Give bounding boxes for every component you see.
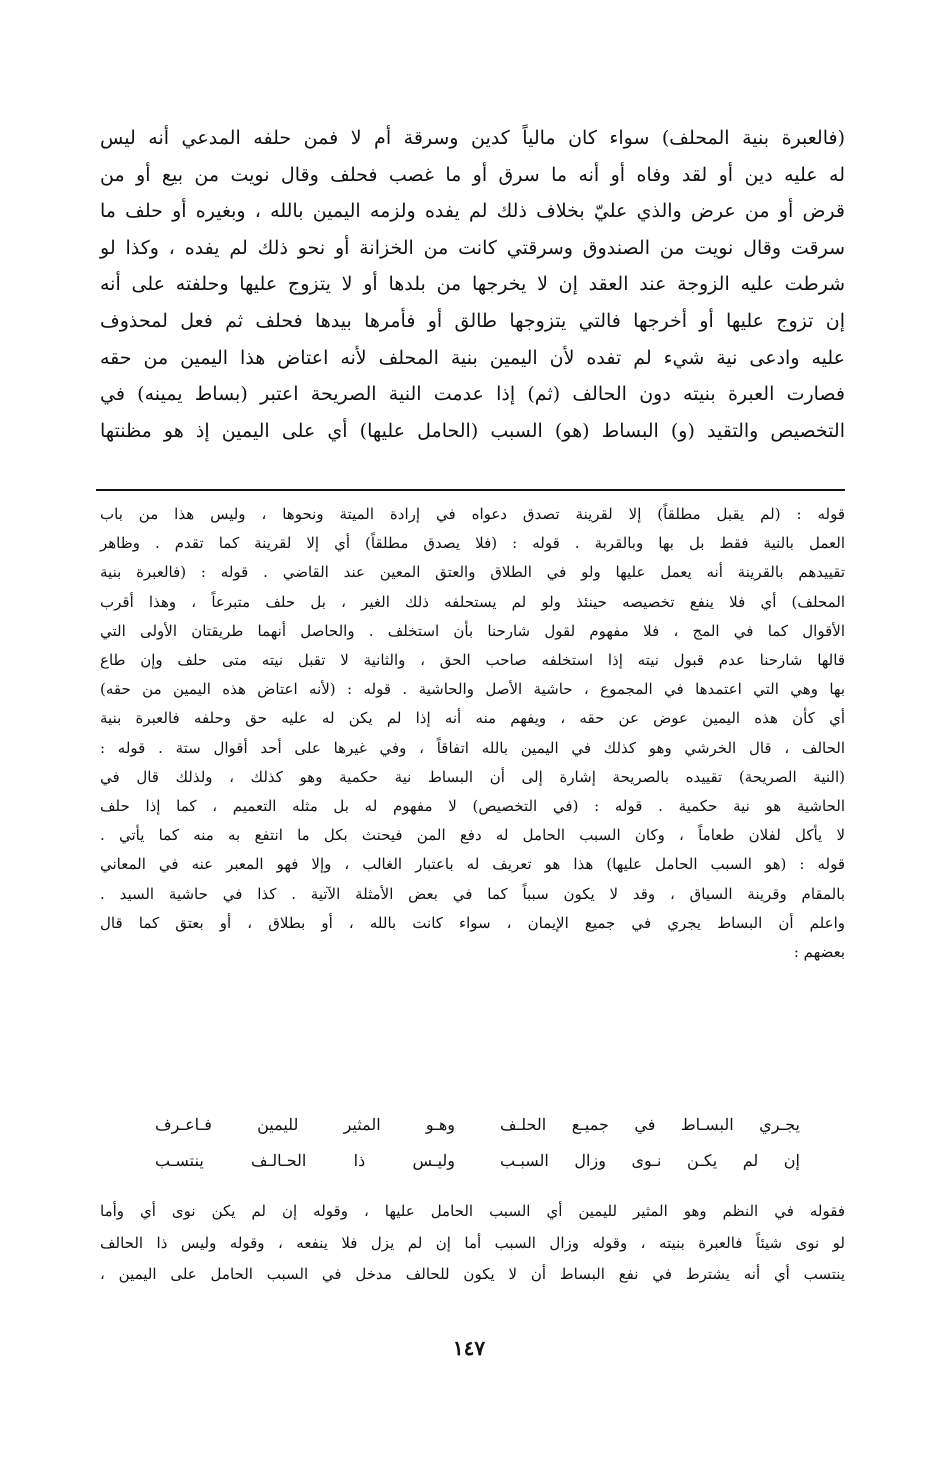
commentary-line: قوله : (لم يقبل مطلقاً) إلا لقرينة تصدق دعواه في إرادة الميتة ونحوها ، وليس هذا من باب [100,505,845,523]
commentary-line: واعلم أن البساط يجري في جميع الإيمان ، سواء كانت بالله ، أو بطلاق ، أو بعتق كما قال [100,913,845,932]
commentary-line: بالمقام وقرينة السياق ، وقد لا يكون سبباً كما في بعض الأمثلة الآتية . كذا في حاشية السيد . [100,884,845,903]
commentary-line: الحالف ، قال الخرشي وهو كذلك في اليمين بالله اتفاقاً ، وفي غيرها على أحد أقوال ستة . قوله : [100,738,845,757]
commentary-line: بعضهم : [793,943,845,962]
main-line: فصارت العبرة بنيته دون الحالف (ثم) إذا عدمت النية الصريحة اعتبر (بساط يمينه) في [100,383,845,406]
post-poem-line: فقوله في النظم وهو المثير لليمين أي السبب الحامل عليها ، وقوله إن لم يكن نوى أي وأما [100,1202,845,1220]
commentary-line: المحلف) أي فلا ينفع تخصيصه حينئذ ولو لم يستحلفه ذلك الغير ، بل حلف متبرعاً ، وهذا أقرب [100,592,845,611]
commentary-line: العمل بالنية فقط بل بها وبالقربة . قوله : (فلا يصدق مطلقاً) أي إلا لقرينة كما تقدم . وظاهر [100,534,845,553]
poem-verse [100,1143,845,1179]
commentary-line: بها وهي التي اعتمدها في المجموع ، حاشية الأصل والحاشية . قوله : (لأنه اعتاض هذه اليمين من حقه) [100,680,846,699]
commentary-line: قوله : (هو السبب الحامل عليها) هذا هو تعريف له باعتبار الغالب ، وإلا فهو المعبر عنه في المعاني [100,855,845,874]
commentary-line: الحاشية هو نية حكمية . قوله : (في التخصيص) لا مفهوم له بل مثله التعميم ، كما إذا حلف [100,797,845,816]
page-number: ١٤٧ [452,1336,486,1360]
poem-verse [100,1107,845,1143]
main-line: عليه وادعى نية شيء لم تفده لأن اليمين بنية المحلف لأنه اعتاض هذا اليمين من حقه [100,346,845,369]
poem-first-hemistich: إن لم يكـن نـوى وزال السبـب [500,1151,800,1170]
poem [100,1107,845,1179]
commentary-text [100,500,845,967]
main-line: إن تزوج عليها أو أخرجها فالتي يتزوجها طالق أو فأمرها بيدها فحلف ثم فعل لمحذوف [100,309,845,332]
commentary-line: تقييدهم بالقرينة أنه يعمل عليها ولو في الطلاق والعتق المعين عند القاضي . قوله : (فالعبرة بنية [100,563,845,582]
main-line: التخصيص والتقيد (و) البساط (هو) السبب (الحامل عليها) أي على اليمين إذ هو مظنتها [100,419,845,442]
main-line: قرض أو من عرض والذي عليّ بخلاف ذلك لم يفده ولزمه اليمين بالله ، وبغيره أو حلف ما [100,200,845,223]
poem-second-hemistich: وليـس ذا الحـالـف ينتسـب [155,1151,455,1170]
main-line: سرقت وقال نويت من الصندوق وسرقتي كانت من الخزانة أو نحو ذلك لم يفده ، وكذا لو [100,236,845,259]
footnote-divider [96,489,845,491]
commentary-line: قالها شارحنا عدم قبول نيته إذا استخلفه صاحب الحق ، والثانية لا تقبل نيته متى حلف وإن طاع [100,651,845,670]
post-poem-text [100,1196,845,1291]
post-poem-line: ينتسب أي أنه يشترط في نفع البساط أن لا يكون للحالف مدخل في السبب الحامل على اليمين ، [100,1265,845,1284]
main-line: (فالعبرة بنية المحلف) سواء كان مالياً كدين وسرقة أم لا فمن حلفه المدعي أنه ليس [100,127,845,149]
commentary-line: لا يأكل لفلان طعاماً ، وكان السبب الحامل له دفع المن فيحنث بكل ما انتفع به منه كما يأتي . [100,826,845,845]
main-line: شرطت عليه الزوجة عند العقد إن لا يخرجها من بلدها أو لا يتزوج عليها وحلفته على أنه [100,273,845,296]
poem-second-hemistich: وهـو المثير لليمين فـاعـرف [155,1115,455,1134]
main-text [100,120,845,449]
commentary-line: الأقوال كما في المج ، فلا مفهوم لقول شارحنا بأن استخلف . والحاصل أنهما طريقتان الأولى التي [100,621,845,640]
poem-first-hemistich: يجـري البسـاط في جميـع الحلـف [500,1115,800,1134]
commentary-line: (النية الصريحة) تقييده بالصريحة إشارة إلى أن البساط نية حكمية وهو كذلك ، ولذلك قال في [100,767,845,786]
commentary-line: أي كأن هذه اليمين عوض عن حقه ، ويفهم منه أنه إذا لم يكن له عليه حق وحلفه فالعبرة بنية [100,709,845,728]
main-line: له عليه دين أو لقد وفاه أو أنه ما سرق أو ما غصب فحلف وقال نويت من بيع أو من [100,163,845,186]
post-poem-line: لو نوى شيئاً فالعبرة بنيته ، وقوله وزال السبب أما إن لم يزل فلا ينفعه ، وقوله وليس ذا الحالف [100,1233,845,1252]
